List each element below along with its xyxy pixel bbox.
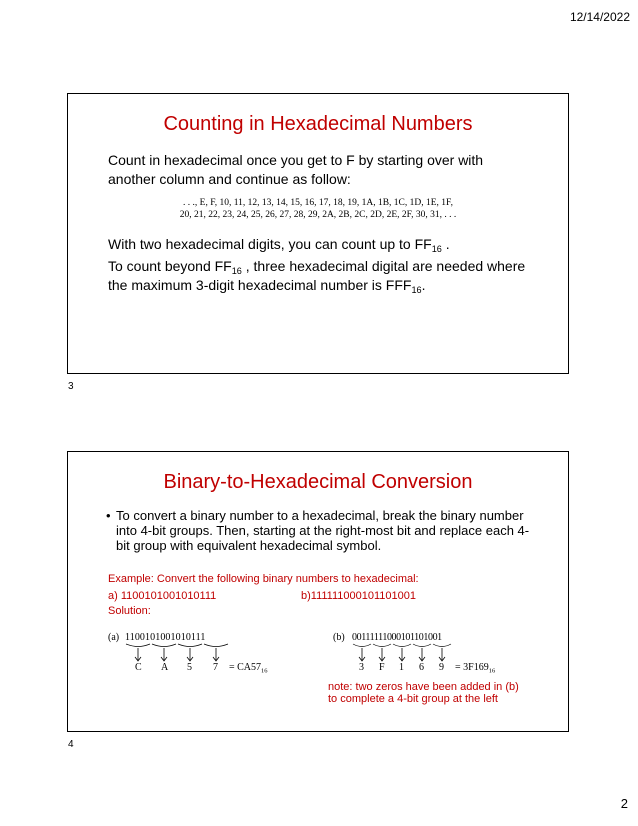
fig-a-binary: 1100101001010111	[125, 632, 206, 643]
example-a: a) 1100101001010111	[108, 590, 217, 602]
fig-b-digit-1: 3	[359, 662, 364, 673]
slide-3-intro: Count in hexadecimal once you get to F by starting over with another column and continue as follow:	[108, 152, 484, 187]
slide-4-title: Binary-to-Hexadecimal Conversion	[163, 471, 473, 493]
bullet-text: To convert a binary number to a hexadecimal, break the binary number into 4-bit groups. Then, starting at the right-most bit and replace each 4-bit group with equivalent hexadecimal symbol.	[116, 508, 530, 553]
fig-a-digit-2: A	[161, 662, 169, 673]
conversion-figure-a	[108, 632, 278, 674]
fig-a-group-arrows	[125, 643, 235, 663]
slide-3-title: Counting in Hexadecimal Numbers	[163, 113, 473, 135]
conversion-figure-b	[333, 632, 513, 674]
slide-3	[67, 93, 569, 374]
fig-a-digit-4: 7	[213, 662, 218, 673]
three-digit-text-b: , three hexadecimal digital are needed where the maximum 3-digit hexadecimal number is FFF	[108, 258, 526, 293]
example-b: b)111111000101101001	[301, 590, 417, 602]
fig-b-result-subscript: 16	[488, 667, 496, 675]
fig-a-digit-3: 5	[187, 662, 192, 673]
fig-b-digit-4: 6	[419, 662, 424, 673]
three-digit-subscript-2: 16	[411, 285, 422, 296]
hex-sequence-line-1: . . ., E, F, 10, 11, 12, 13, 14, 15, 16, 17, 18, 19, 1A, 1B, 1C, 1D, 1E, 1F,	[183, 198, 453, 208]
three-digit-text-a: To count beyond FF	[108, 258, 232, 274]
slide-4-number: 4	[68, 739, 74, 750]
fig-a-result-text: = CA57	[229, 662, 262, 673]
fig-b-digit-2: F	[379, 662, 385, 673]
bullet-dot-icon: •	[106, 508, 111, 523]
solution-label: Solution:	[108, 605, 151, 617]
fig-b-group-arrows	[352, 643, 462, 663]
slide-4-bullet	[106, 508, 538, 553]
hex-count-sequence	[68, 197, 568, 221]
hex-sequence-line-2: 20, 21, 22, 23, 24, 25, 26, 27, 28, 29, 2A, 2B, 2C, 2D, 2E, 2F, 30, 31, . . .	[179, 210, 457, 220]
slide-3-two-digit-line	[108, 235, 532, 254]
three-digit-end: .	[421, 277, 426, 293]
slide-4	[67, 451, 569, 732]
fig-b-label: (b)	[333, 632, 345, 643]
padding-note: note: two zeros have been added in (b) to complete a 4-bit group at the left	[328, 681, 519, 705]
slide-3-number: 3	[68, 381, 74, 392]
two-digit-text: With two hexadecimal digits, you can count up to FF	[108, 236, 432, 252]
fig-a-result	[229, 662, 268, 673]
example-label: Example: Convert the following binary numbers to hexadecimal:	[108, 573, 419, 585]
two-digit-subscript: 16	[431, 244, 442, 255]
fig-b-digit-3: 1	[399, 662, 404, 673]
fig-b-result	[455, 662, 495, 673]
three-digit-subscript-1: 16	[231, 266, 242, 277]
slide-3-three-digit-line	[108, 257, 532, 295]
fig-a-label: (a)	[108, 632, 120, 643]
two-digit-end: .	[441, 236, 450, 252]
fig-b-digit-5: 9	[439, 662, 444, 673]
page-number: 2	[620, 796, 628, 811]
print-date: 12/14/2022	[569, 10, 630, 24]
fig-a-digit-1: C	[135, 662, 142, 673]
fig-a-result-subscript: 16	[261, 667, 268, 675]
fig-b-binary: 00111111000101101001	[352, 632, 442, 643]
fig-b-result-text: = 3F169	[455, 662, 489, 673]
